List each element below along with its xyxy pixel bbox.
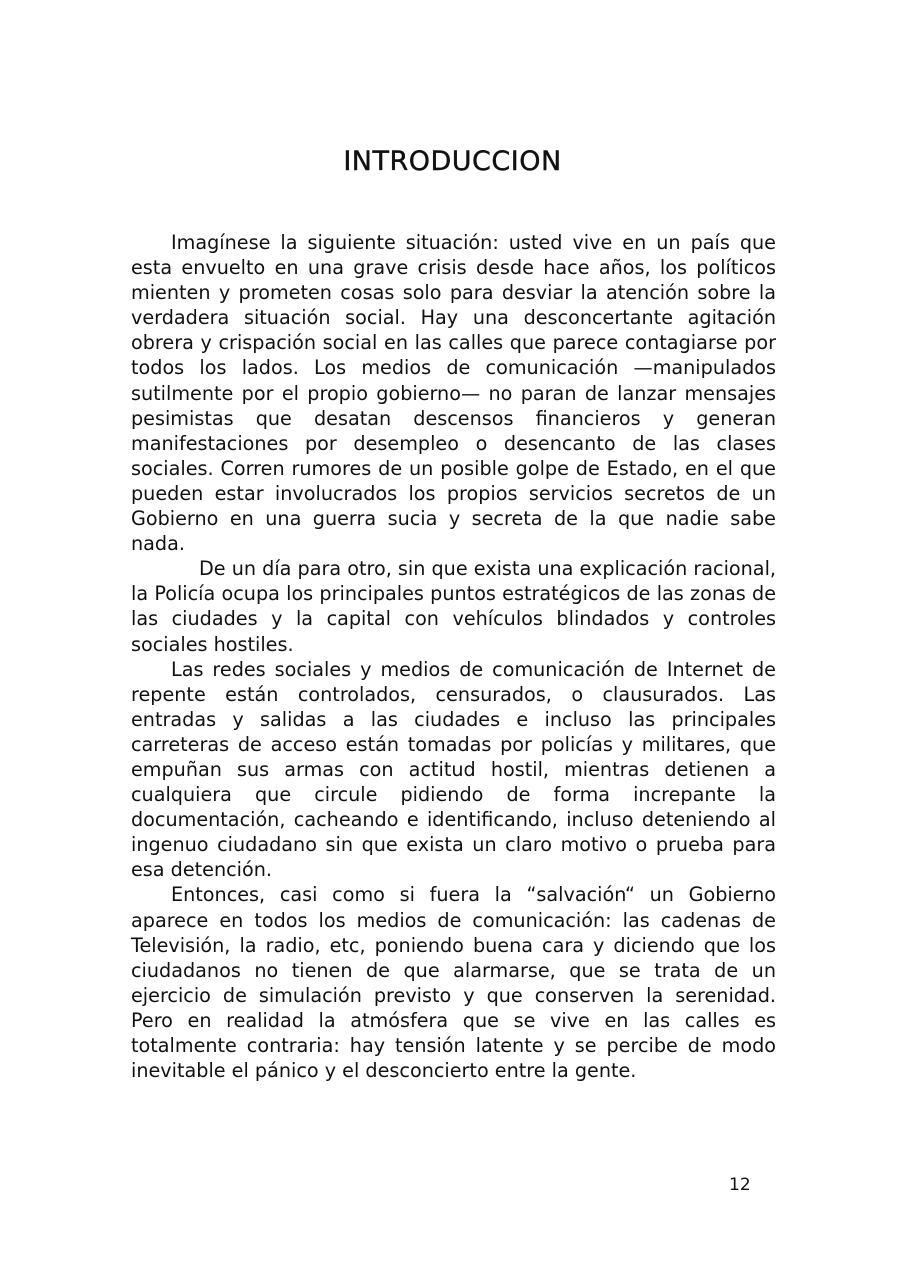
body-text — [131, 230, 776, 1083]
paragraph: Entonces, casi como si fuera la “salvación“ un Gobierno aparece en todos los medios de comunicación: las cadenas de Televisión, la radio, etc, poniendo buena cara y diciendo que los ciudadanos no tienen de que alarmarse, que se trata de un ejercicio de simulación previsto y que conserven la serenidad. Pero en realidad la atmósfera que se vive en las calles es totalmente contraria: hay tensión latente y se percibe de modo inevitable el pánico y el desconcierto entre la gente. — [131, 883, 776, 1083]
page-title: INTRODUCCION — [343, 146, 562, 177]
page-number: 12 — [729, 1175, 751, 1195]
paragraph: De un día para otro, sin que exista una explicación racional, la Policía ocupa los principales puntos estratégicos de las zonas de las ciudades y la capital con vehículos blindados y controles sociales hostiles. — [131, 557, 776, 656]
paragraph: Imagínese la siguiente situación: usted vive en un país que esta envuelto en una grave crisis desde hace años, los políticos mienten y prometen cosas solo para desviar la atención sobre la verdadera situación social. Hay una desconcertante agitación obrera y crispación social en las calles que parece contagiarse por todos los lados. Los medios de comunicación —manipulados sutilmente por el propio gobierno— no paran de lanzar mensajes pesimistas que desatan descensos financieros y generan manifestaciones por desempleo o desencanto de las clases sociales. Corren rumores de un posible golpe de Estado, en el que pueden estar involucrados los propios servicios secretos de un Gobierno en una guerra sucia y secreta de la que nadie sabe nada. — [131, 231, 776, 556]
paragraph: Las redes sociales y medios de comunicación de Internet de repente están controlados, censurados, o clausurados. Las entradas y salidas a las ciudades e incluso las principales carreteras de acceso están tomadas por policías y militares, que empuñan sus armas con actitud hostil, mientras detienen a cualquiera que circule pidiendo de forma increpante la documentación, cacheando e identificando, incluso deteniendo al ingenuo ciudadano sin que exista un claro motivo o prueba para esa detención. — [131, 657, 776, 882]
